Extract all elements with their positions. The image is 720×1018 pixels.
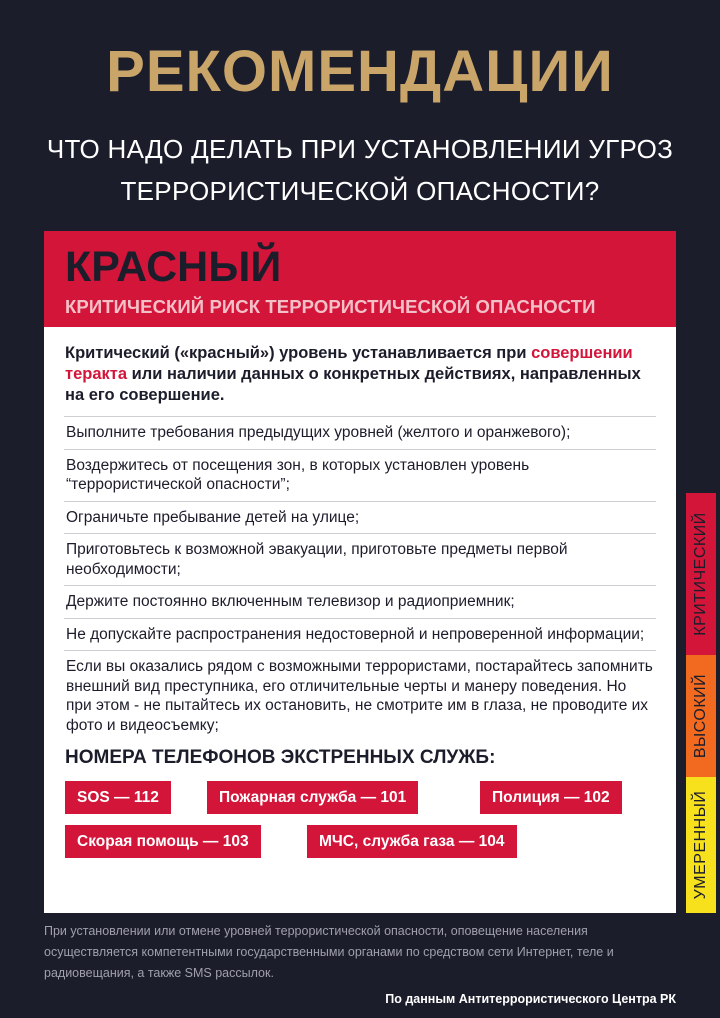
emergency-phones-title: НОМЕРА ТЕЛЕФОНОВ ЭКСТРЕННЫХ СЛУЖБ: <box>65 747 496 768</box>
page-title: РЕКОМЕНДАЦИИ <box>106 39 614 104</box>
footnote-text: При установлении или отмене уровней террористической опасности, оповещение населения осуществляется компетентными государственными органами по средством сети Интернет, теле и радиовещания, а также SMS рассылок. <box>44 924 614 980</box>
phone-badge-emergency-gas: МЧС, служба газа — 104 <box>307 825 517 858</box>
phone-badge-police: Полиция — 102 <box>480 781 622 814</box>
level-name: КРАСНЫЙ <box>65 243 282 291</box>
phone-badge-ambulance: Скорая помощь — 103 <box>65 825 261 858</box>
emergency-phones <box>44 769 676 859</box>
scale-label-high: ВЫСОКИЙ <box>692 673 709 759</box>
list-item: Воздержитесь от посещения зон, в которых установлен уровень “террористической опасности”; <box>64 449 656 501</box>
list-item: Держите постоянно включенным телевизор и радиоприемник; <box>64 585 656 618</box>
list-item: Не допускайте распространения недостоверной и непроверенной информации; <box>64 618 656 651</box>
list-item: Если вы оказались рядом с возможными террористами, постарайтесь запомнить внешний вид преступника, его отличительные черты и манеру поведения. Но при этом - не пытайтесь их остановить, не смотрите им в глаза, не проводите их фото и видеосъемку; <box>64 650 656 741</box>
lead-text-highlight: совершении теракта <box>65 344 633 383</box>
subtitle-line-1: ЧТО НАДО ДЕЛАТЬ ПРИ УСТАНОВЛЕНИИ УГРОЗ <box>46 134 674 164</box>
scale-label-moderate: УМЕРЕННЫЙ <box>692 790 709 900</box>
level-card <box>44 231 676 913</box>
recommendations-list <box>64 416 656 741</box>
lead-text-part-2: или наличии данных о конкретных действиях, направленных на его совершение. <box>65 365 641 404</box>
lead-text-part-1: Критический («красный») уровень устанавливается при <box>65 344 532 362</box>
list-item: Выполните требования предыдущих уровней (желтого и оранжевого); <box>64 416 656 449</box>
scale-level-high <box>686 655 716 777</box>
scale-level-moderate <box>686 777 716 913</box>
page-subtitle <box>0 128 720 212</box>
source-attribution: По данным Антитеррористического Центра РК <box>385 992 676 1006</box>
phone-badge-fire: Пожарная служба — 101 <box>207 781 418 814</box>
level-card-header <box>44 231 676 327</box>
scale-level-critical <box>686 493 716 655</box>
list-item: Ограничьте пребывание детей на улице; <box>64 501 656 534</box>
list-item: Приготовьтесь к возможной эвакуации, приготовьте предметы первой необходимости; <box>64 533 656 585</box>
scale-label-critical: КРИТИЧЕСКИЙ <box>692 512 709 636</box>
phone-badge-sos: SOS — 112 <box>65 781 171 814</box>
level-risk-description: КРИТИЧЕСКИЙ РИСК ТЕРРОРИСТИЧЕСКОЙ ОПАСНОСТИ <box>65 296 596 317</box>
level-lead-text <box>44 327 676 406</box>
subtitle-line-2: ТЕРРОРИСТИЧЕСКОЙ ОПАСНОСТИ? <box>120 176 600 206</box>
